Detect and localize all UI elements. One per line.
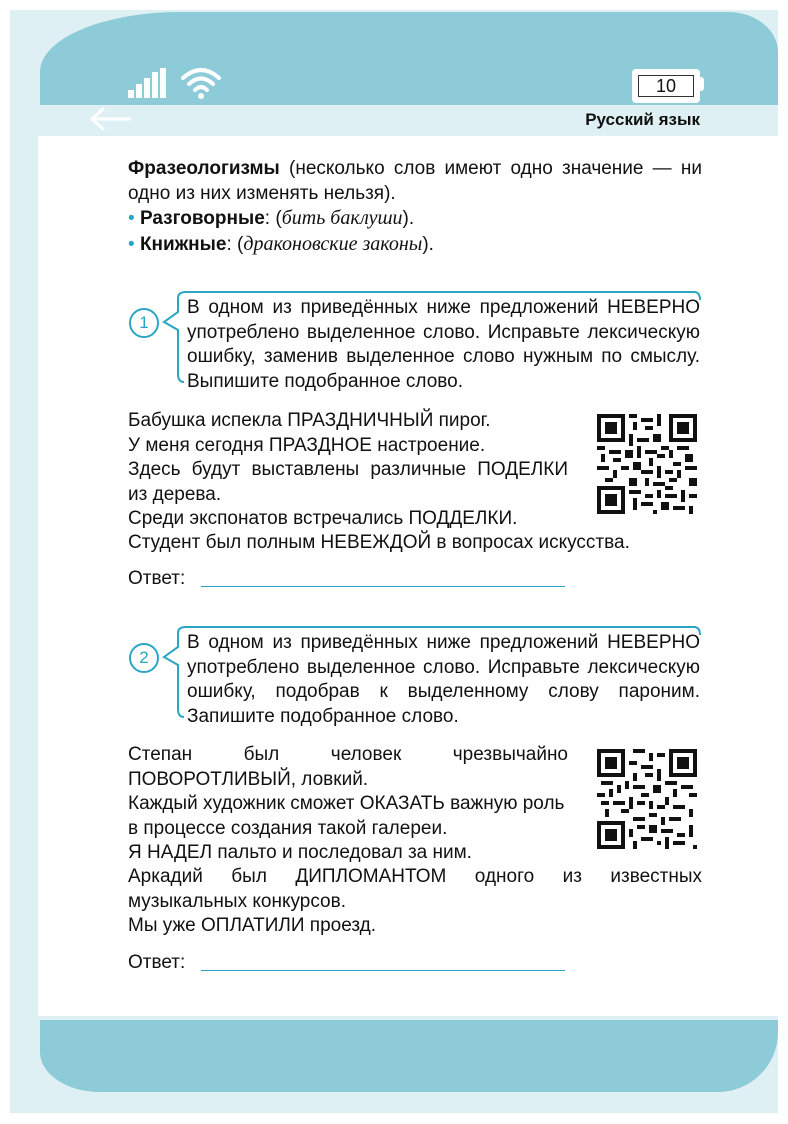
battery-icon xyxy=(632,69,700,103)
qr-code-2[interactable] xyxy=(597,749,697,849)
sentence: Аркадий был ДИПЛОМАНТОМ одного из известных музыкальных конкурсов. xyxy=(128,866,702,912)
page-number: 10 xyxy=(638,75,694,97)
task-sentences-2 xyxy=(128,743,568,866)
sentence: Мы уже ОПЛАТИЛИ проезд. xyxy=(128,915,377,936)
battery-cap xyxy=(697,77,704,91)
sentence: Степан был человек чрезвычайно ПОВОРОТЛИВЫЙ, ловкий. xyxy=(128,744,568,790)
sentence: Бабушка испекла ПРАЗДНИЧНЫЙ пирог. xyxy=(128,410,491,431)
task-sentences-1 xyxy=(128,409,568,532)
answer-label-1: Ответ: xyxy=(128,568,186,589)
answer-field-2[interactable] xyxy=(201,948,565,971)
theory-term: Фразеологизмы xyxy=(128,158,280,179)
task-number-1: 1 xyxy=(129,308,159,338)
wifi-icon xyxy=(180,66,222,100)
task-instruction-1: В одном из приведённых ниже предложений НЕВЕРНО употреблено выделенное слово. Исправьте лексическую ошибку, заменив выделенное слово нужным по смыслу. Выпишите подобранное слово. xyxy=(187,297,700,392)
sentence: Студент был полным НЕВЕЖДОЙ в вопросах искусства. xyxy=(128,532,630,553)
sentence: Среди экспонатов встречались ПОДДЕЛКИ. xyxy=(128,508,518,529)
subject-title: Русский язык xyxy=(585,110,700,129)
theory-item: • Книжные: (драконовские законы). xyxy=(128,232,434,255)
answer-field-1[interactable] xyxy=(201,564,565,587)
signal-icon xyxy=(128,68,168,98)
sentence: У меня сегодня ПРАЗДНОЕ настроение. xyxy=(128,434,486,456)
theory-block xyxy=(128,157,702,257)
qr-code-1[interactable] xyxy=(597,414,697,514)
footer-bar xyxy=(40,1020,778,1092)
theory-definition: (несколько слов имеют одно значение — ни одно из них изменять нельзя). xyxy=(128,158,702,204)
sentence: Я НАДЕЛ пальто и последовал за ним. xyxy=(128,842,472,863)
task-number-2: 2 xyxy=(129,643,159,673)
theory-item: • Разговорные: (бить баклуши). xyxy=(128,207,415,229)
answer-label-2: Ответ: xyxy=(128,952,186,973)
task-instruction-2: В одном из приведённых ниже предложений НЕВЕРНО употреблено выделенное слово. Исправьте лексическую ошибку, подобрав к выделенному слову пароним. Запишите подобранное слово. xyxy=(187,632,700,727)
sentence: Здесь будут выставлены различные ПОДЕЛКИ из дерева. xyxy=(128,459,568,505)
back-arrow-icon[interactable] xyxy=(88,106,132,132)
sentence: Каждый художник сможет ОКАЗАТЬ важную роль в процессе создания такой галереи. xyxy=(128,793,565,839)
